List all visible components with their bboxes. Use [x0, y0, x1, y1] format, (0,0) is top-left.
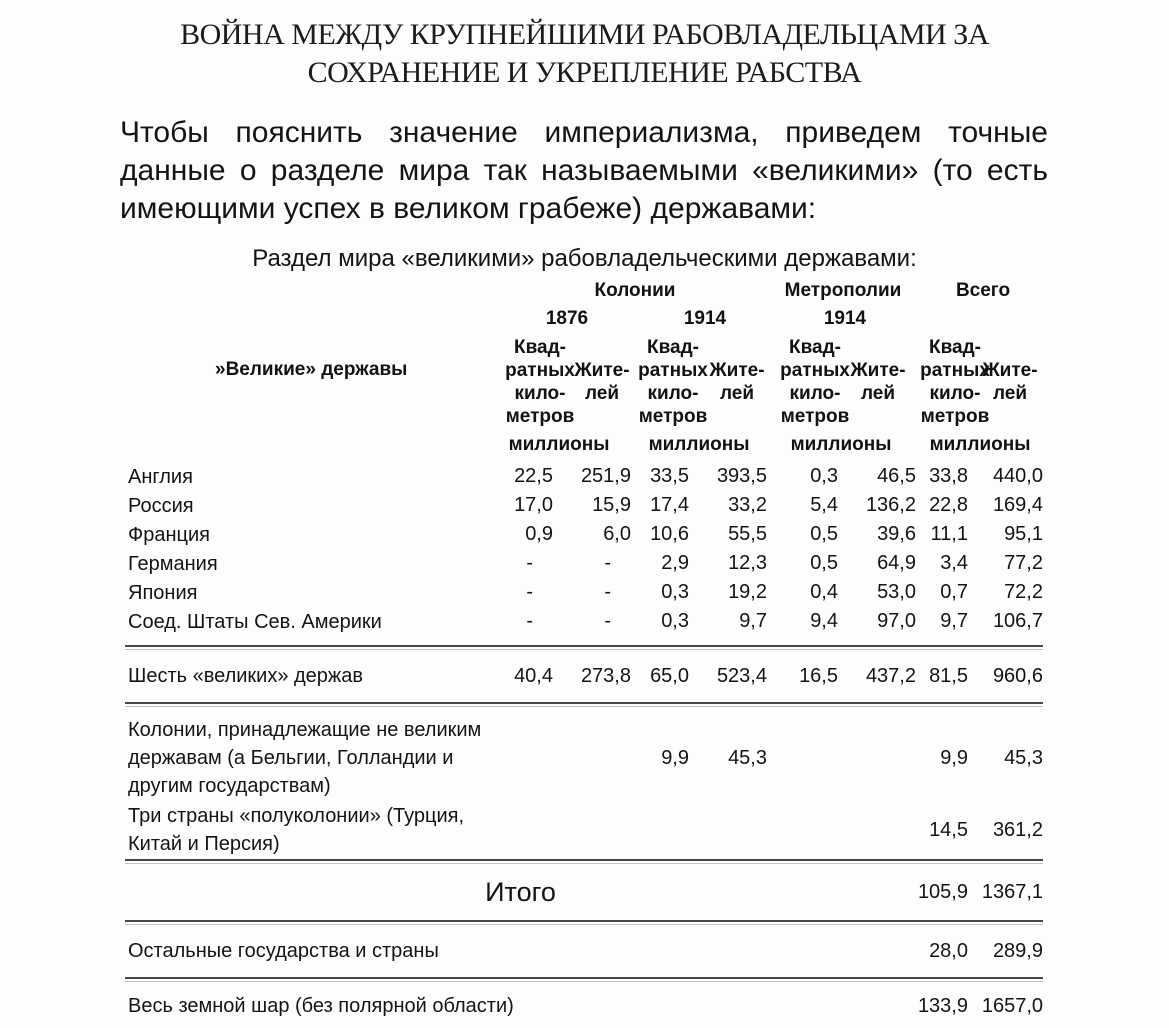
cell-value: 960,6 — [992, 664, 1043, 687]
semi-colonies-row — [125, 800, 1043, 859]
cell-value: 0,5 — [810, 523, 838, 545]
row-label: Франция — [128, 523, 210, 546]
row-label: Шесть «великих» держав — [128, 665, 364, 687]
page-title-line-2: СОХРАНЕНИЕ И УКРЕПЛЕНИЕ РАБСТВА — [307, 56, 862, 89]
cell-value: 33,8 — [929, 465, 968, 487]
cell-value: 16,5 — [799, 664, 838, 687]
whole-earth-row — [125, 982, 1043, 1028]
cell-value: 14,5 — [929, 818, 968, 841]
cell-value: - — [604, 552, 611, 574]
cell-value: 133,9 — [917, 994, 968, 1017]
cell-value: 0,7 — [940, 581, 968, 603]
cell-value: 65,0 — [650, 664, 689, 687]
cell-value: 46,5 — [877, 465, 916, 487]
cell-value: 106,7 — [992, 610, 1043, 632]
column-group-metropolises: Метрополии — [784, 280, 902, 301]
units-label-2: миллионы — [648, 434, 750, 455]
cell-value: 1367,1 — [981, 880, 1043, 903]
cell-value: 33,2 — [728, 494, 767, 516]
cell-value: 273,8 — [580, 664, 631, 687]
cell-value: 11,1 — [930, 523, 968, 545]
cell-value: 40,4 — [514, 664, 553, 687]
header-inhabitants-metropolises: Жите- лей — [850, 360, 906, 404]
cell-value: 0,4 — [810, 581, 838, 603]
year-1914-colonies: 1914 — [683, 308, 727, 329]
cell-value: 15,9 — [592, 494, 631, 516]
cell-value: 9,7 — [739, 610, 767, 632]
cell-value: 523,4 — [716, 664, 767, 687]
table-header — [0, 277, 1169, 457]
rest-row — [125, 925, 1043, 977]
row-label: Россия — [128, 494, 194, 517]
cell-value: 55,5 — [728, 523, 767, 545]
page-title — [0, 0, 1169, 92]
page-title-line-1: ВОЙНА МЕЖДУ КРУПНЕЙШИМИ РАБОВЛАДЕЛЬЦАМИ ЗА — [180, 18, 989, 51]
intro-line-3: имеющими успех в великом грабеже) державами: — [120, 192, 817, 225]
cell-value: 72,2 — [1004, 581, 1043, 603]
cell-value: - — [526, 581, 533, 603]
cell-value: 28,0 — [929, 939, 968, 962]
cell-value: 2,9 — [661, 552, 689, 574]
cell-value: - — [526, 610, 533, 632]
cell-value: 0,9 — [525, 523, 553, 545]
total-label: Итого — [485, 876, 556, 907]
row-label: Остальные государства и страны — [128, 940, 439, 962]
cell-value: 3,4 — [940, 552, 968, 574]
intro-paragraph — [120, 114, 1048, 228]
cell-value: 22,8 — [929, 494, 968, 516]
cell-value: 393,5 — [716, 465, 767, 487]
header-sqkm-metropolises: Квад- ратных кило- метров — [780, 337, 850, 427]
header-sqkm-total: Квад- ратных кило- метров — [920, 337, 990, 427]
table-row — [125, 491, 1043, 520]
cell-value: - — [604, 610, 611, 632]
units-label-3: миллионы — [790, 434, 892, 455]
cell-value: 19,2 — [728, 581, 767, 603]
row-label: Германия — [128, 552, 218, 575]
row-label: Япония — [128, 581, 198, 604]
row-label: Соед. Штаты Сев. Америки — [128, 610, 382, 633]
total-row — [125, 864, 1043, 920]
cell-value: 437,2 — [865, 664, 916, 687]
cell-value: 0,3 — [661, 610, 689, 632]
cell-value: 289,9 — [992, 939, 1043, 962]
column-group-total: Всего — [955, 280, 1011, 301]
table-row — [125, 607, 1043, 636]
table-row — [125, 462, 1043, 491]
cell-value: 17,4 — [650, 494, 689, 516]
cell-value: 1657,0 — [981, 994, 1043, 1017]
cell-value: - — [526, 552, 533, 574]
row-label: Весь земной шар (без полярной области) — [128, 995, 514, 1017]
cell-value: 440,0 — [992, 465, 1043, 487]
cell-value: 12,3 — [728, 552, 767, 574]
column-group-colonies: Колонии — [594, 280, 676, 301]
units-label-1: миллионы — [508, 434, 610, 455]
year-1876: 1876 — [545, 308, 589, 329]
cell-value: 22,5 — [514, 465, 553, 487]
cell-value: 0,5 — [810, 552, 838, 574]
cell-value: 17,0 — [514, 494, 553, 516]
cell-value: 45,3 — [1004, 746, 1043, 769]
cell-value: 169,4 — [992, 494, 1043, 516]
other-colonies-row — [125, 707, 1043, 800]
intro-line-2: данные о разделе мира так называемыми «великими» (то есть — [120, 154, 1048, 187]
units-label-4: миллионы — [929, 434, 1031, 455]
six-powers-row — [125, 650, 1043, 702]
cell-value: 45,3 — [728, 746, 767, 769]
cell-value: 9,4 — [810, 610, 838, 632]
header-inhabitants-1876: Жите- лей — [574, 360, 630, 404]
header-inhabitants-total: Жите- лей — [982, 360, 1038, 404]
cell-value: 33,5 — [650, 465, 689, 487]
cell-value: 10,6 — [650, 523, 689, 545]
cell-value: 0,3 — [661, 581, 689, 603]
powers-column-label: »Великие» державы — [215, 359, 408, 380]
cell-value: 105,9 — [917, 880, 968, 903]
cell-value: 53,0 — [877, 581, 916, 603]
header-inhabitants-1914: Жите- лей — [709, 360, 765, 404]
cell-value: 251,9 — [580, 465, 631, 487]
country-rows — [0, 462, 1169, 636]
cell-value: 64,9 — [877, 552, 916, 574]
table-row — [125, 578, 1043, 607]
cell-value: 81,5 — [929, 664, 968, 687]
table-row — [125, 520, 1043, 549]
row-label: Три страны «полуколонии» (Турция, Китай и Персия) — [128, 805, 465, 855]
row-label: Колонии, принадлежащие не великим державам (а Бельгии, Голландии и другим государствам) — [128, 719, 482, 797]
cell-value: 97,0 — [877, 610, 916, 632]
cell-value: 9,9 — [940, 746, 968, 769]
cell-value: 0,3 — [810, 465, 838, 487]
header-sqkm-1914: Квад- ратных кило- метров — [638, 337, 708, 427]
year-1914-metropolises: 1914 — [823, 308, 867, 329]
cell-value: - — [604, 581, 611, 603]
intro-line-1: Чтобы пояснить значение империализма, приведем точные — [120, 116, 1048, 149]
header-sqkm-1876: Квад- ратных кило- метров — [505, 337, 575, 427]
cell-value: 136,2 — [865, 494, 916, 516]
cell-value: 9,7 — [940, 610, 968, 632]
table-row — [125, 549, 1043, 578]
row-label: Англия — [128, 465, 193, 488]
cell-value: 39,6 — [877, 523, 916, 545]
cell-value: 9,9 — [661, 746, 689, 769]
cell-value: 361,2 — [992, 818, 1043, 841]
table-caption: Раздел мира «великими» рабовладельческими державами: — [252, 245, 917, 272]
cell-value: 5,4 — [810, 494, 838, 516]
cell-value: 95,1 — [1004, 523, 1043, 545]
cell-value: 6,0 — [603, 523, 631, 545]
cell-value: 77,2 — [1004, 552, 1043, 574]
